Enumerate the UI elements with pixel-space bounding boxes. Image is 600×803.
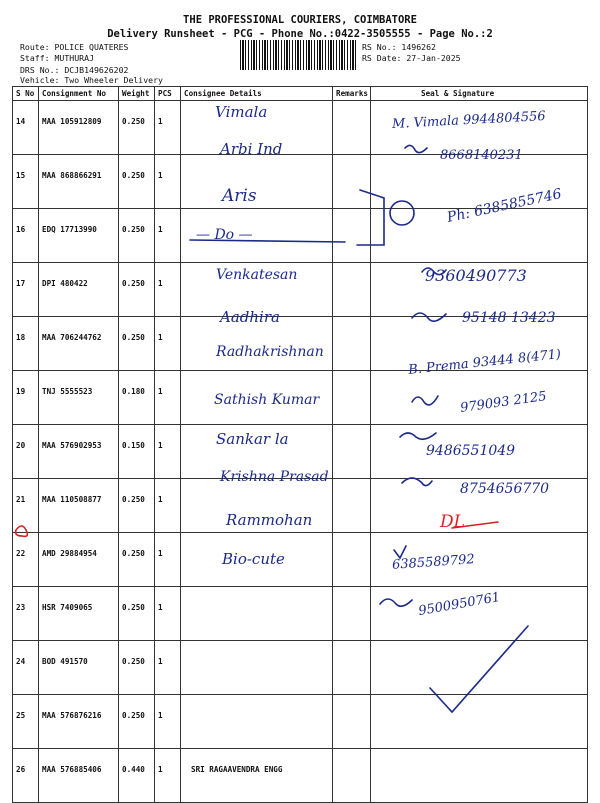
page-title: THE PROFESSIONAL COURIERS, COIMBATORE <box>183 14 417 26</box>
cell-signature <box>371 749 588 803</box>
cell-pcs: 1 <box>155 155 181 209</box>
cell-remarks <box>333 641 371 695</box>
cell-remarks <box>333 749 371 803</box>
handwritten-consignee: Krishna Prasad <box>220 469 329 485</box>
col-header-remarks: Remarks <box>333 87 371 101</box>
handwritten-consignee: Rammohan <box>226 511 313 529</box>
handwritten-consignee: Sathish Kumar <box>214 392 320 408</box>
handwritten-consignee: Aris <box>222 186 257 206</box>
signature-text: DL <box>440 512 465 532</box>
cell-consignment: HSR 7409065 <box>39 587 119 641</box>
cell-consignment: MAA 576876216 <box>39 695 119 749</box>
cell-consignment: MAA 110508877 <box>39 479 119 533</box>
cell-sno: 15 <box>13 155 39 209</box>
cell-pcs: 1 <box>155 101 181 155</box>
cell-remarks <box>333 155 371 209</box>
table-row <box>13 209 588 263</box>
cell-sno: 16 <box>13 209 39 263</box>
cell-consignment: AMD 29884954 <box>39 533 119 587</box>
cell-consignment: TNJ 5555523 <box>39 371 119 425</box>
cell-remarks <box>333 209 371 263</box>
table-row <box>13 533 588 587</box>
page-subtitle: Delivery Runsheet - PCG - Phone No.:0422-3505555 - Page No.:2 <box>107 28 493 40</box>
cell-weight: 0.250 <box>119 695 155 749</box>
cell-signature <box>371 695 588 749</box>
cell-weight: 0.180 <box>119 371 155 425</box>
cell-consignee <box>181 587 333 641</box>
cell-remarks <box>333 479 371 533</box>
cell-weight: 0.250 <box>119 587 155 641</box>
cell-pcs: 1 <box>155 209 181 263</box>
cell-weight: 0.440 <box>119 749 155 803</box>
cell-consignee: SRI RAGAAVENDRA ENGG <box>181 749 333 803</box>
cell-pcs: 1 <box>155 695 181 749</box>
rs-no-label: RS No.: 1496262 <box>362 42 436 52</box>
cell-weight: 0.250 <box>119 479 155 533</box>
cell-consignment: BOD 491570 <box>39 641 119 695</box>
cell-sno: 25 <box>13 695 39 749</box>
cell-sno: 14 <box>13 101 39 155</box>
cell-consignment: MAA 105912809 <box>39 101 119 155</box>
cell-pcs: 1 <box>155 641 181 695</box>
route-label: Route: POLICE QUATERES <box>20 42 129 52</box>
cell-consignment: MAA 706244762 <box>39 317 119 371</box>
handwritten-consignee: Sankar la <box>216 430 289 448</box>
cell-weight: 0.250 <box>119 317 155 371</box>
drs-label: DRS No.: DCJB149626202 <box>20 65 129 75</box>
signature-text: 8668140231 <box>440 148 523 163</box>
cell-consignee <box>181 641 333 695</box>
cell-sno: 26 <box>13 749 39 803</box>
cell-weight: 0.250 <box>119 155 155 209</box>
signature-text: 979093 2125 <box>459 389 548 416</box>
cell-remarks <box>333 587 371 641</box>
cell-remarks <box>333 695 371 749</box>
cell-consignee <box>181 695 333 749</box>
handwritten-consignee: Aadhira <box>220 308 280 326</box>
cell-sno: 17 <box>13 263 39 317</box>
table-row <box>13 641 588 695</box>
table-row <box>13 587 588 641</box>
cell-weight: 0.250 <box>119 641 155 695</box>
cell-sno: 18 <box>13 317 39 371</box>
signature-text: 6385589792 <box>391 552 476 573</box>
cell-consignment: MAA 576885406 <box>39 749 119 803</box>
cell-signature <box>371 641 588 695</box>
cell-pcs: 1 <box>155 479 181 533</box>
barcode <box>240 40 356 70</box>
cell-pcs: 1 <box>155 263 181 317</box>
cell-sno: 20 <box>13 425 39 479</box>
cell-pcs: 1 <box>155 749 181 803</box>
handwritten-consignee: Vimala <box>215 103 268 121</box>
signature-text: 9486551049 <box>426 443 516 459</box>
signature-text: Ph: 6385855746 <box>445 186 564 226</box>
cell-weight: 0.150 <box>119 425 155 479</box>
cell-sno: 19 <box>13 371 39 425</box>
handwritten-consignee: Venkatesan <box>216 267 298 283</box>
cell-pcs: 1 <box>155 371 181 425</box>
cell-pcs: 1 <box>155 425 181 479</box>
cell-remarks <box>333 263 371 317</box>
handwritten-consignee: Bio-cute <box>222 550 285 568</box>
cell-sno: 23 <box>13 587 39 641</box>
cell-remarks <box>333 371 371 425</box>
cell-pcs: 1 <box>155 317 181 371</box>
col-header-sno: S No <box>13 87 39 101</box>
handwritten-consignee: Arbi Ind <box>220 140 283 158</box>
col-header-consignment: Consignment No <box>39 87 119 101</box>
cell-weight: 0.250 <box>119 533 155 587</box>
cell-weight: 0.250 <box>119 263 155 317</box>
col-header-signature: Seal & Signature <box>371 87 588 101</box>
cell-sno: 24 <box>13 641 39 695</box>
col-header-pcs: PCS <box>155 87 181 101</box>
cell-consignment: MAA 868866291 <box>39 155 119 209</box>
cell-weight: 0.250 <box>119 101 155 155</box>
cell-pcs: 1 <box>155 533 181 587</box>
vehicle-label: Vehicle: Two Wheeler Delivery <box>20 75 163 85</box>
handwritten-consignee: Radhakrishnan <box>216 344 324 360</box>
cell-weight: 0.250 <box>119 209 155 263</box>
table-row <box>13 101 588 155</box>
signature-text: 95148 13423 <box>462 310 556 326</box>
cell-remarks <box>333 425 371 479</box>
cell-sno: 21 <box>13 479 39 533</box>
staff-label: Staff: MUTHURAJ <box>20 53 94 63</box>
handwritten-consignee: — Do — <box>196 227 253 243</box>
cell-consignment: EDQ 17713990 <box>39 209 119 263</box>
signature-text: 9500950761 <box>417 589 502 620</box>
cell-remarks <box>333 101 371 155</box>
col-header-consignee: Consignee Details <box>181 87 333 101</box>
cell-consignment: MAA 576902953 <box>39 425 119 479</box>
cell-remarks <box>333 317 371 371</box>
rs-date-label: RS Date: 27-Jan-2025 <box>362 53 461 63</box>
cell-pcs: 1 <box>155 587 181 641</box>
signature-text: 9360490773 <box>425 266 527 285</box>
cell-consignment: DPI 480422 <box>39 263 119 317</box>
cell-sno: 22 <box>13 533 39 587</box>
table-row <box>13 749 588 803</box>
cell-remarks <box>333 533 371 587</box>
table-header-row <box>13 87 588 101</box>
signature-text: B. Prema 93444 8(471) <box>407 347 562 378</box>
table-row <box>13 695 588 749</box>
signature-text: 8754656770 <box>460 481 550 497</box>
col-header-weight: Weight <box>119 87 155 101</box>
signature-text: M. Vimala 9944804556 <box>391 108 547 133</box>
